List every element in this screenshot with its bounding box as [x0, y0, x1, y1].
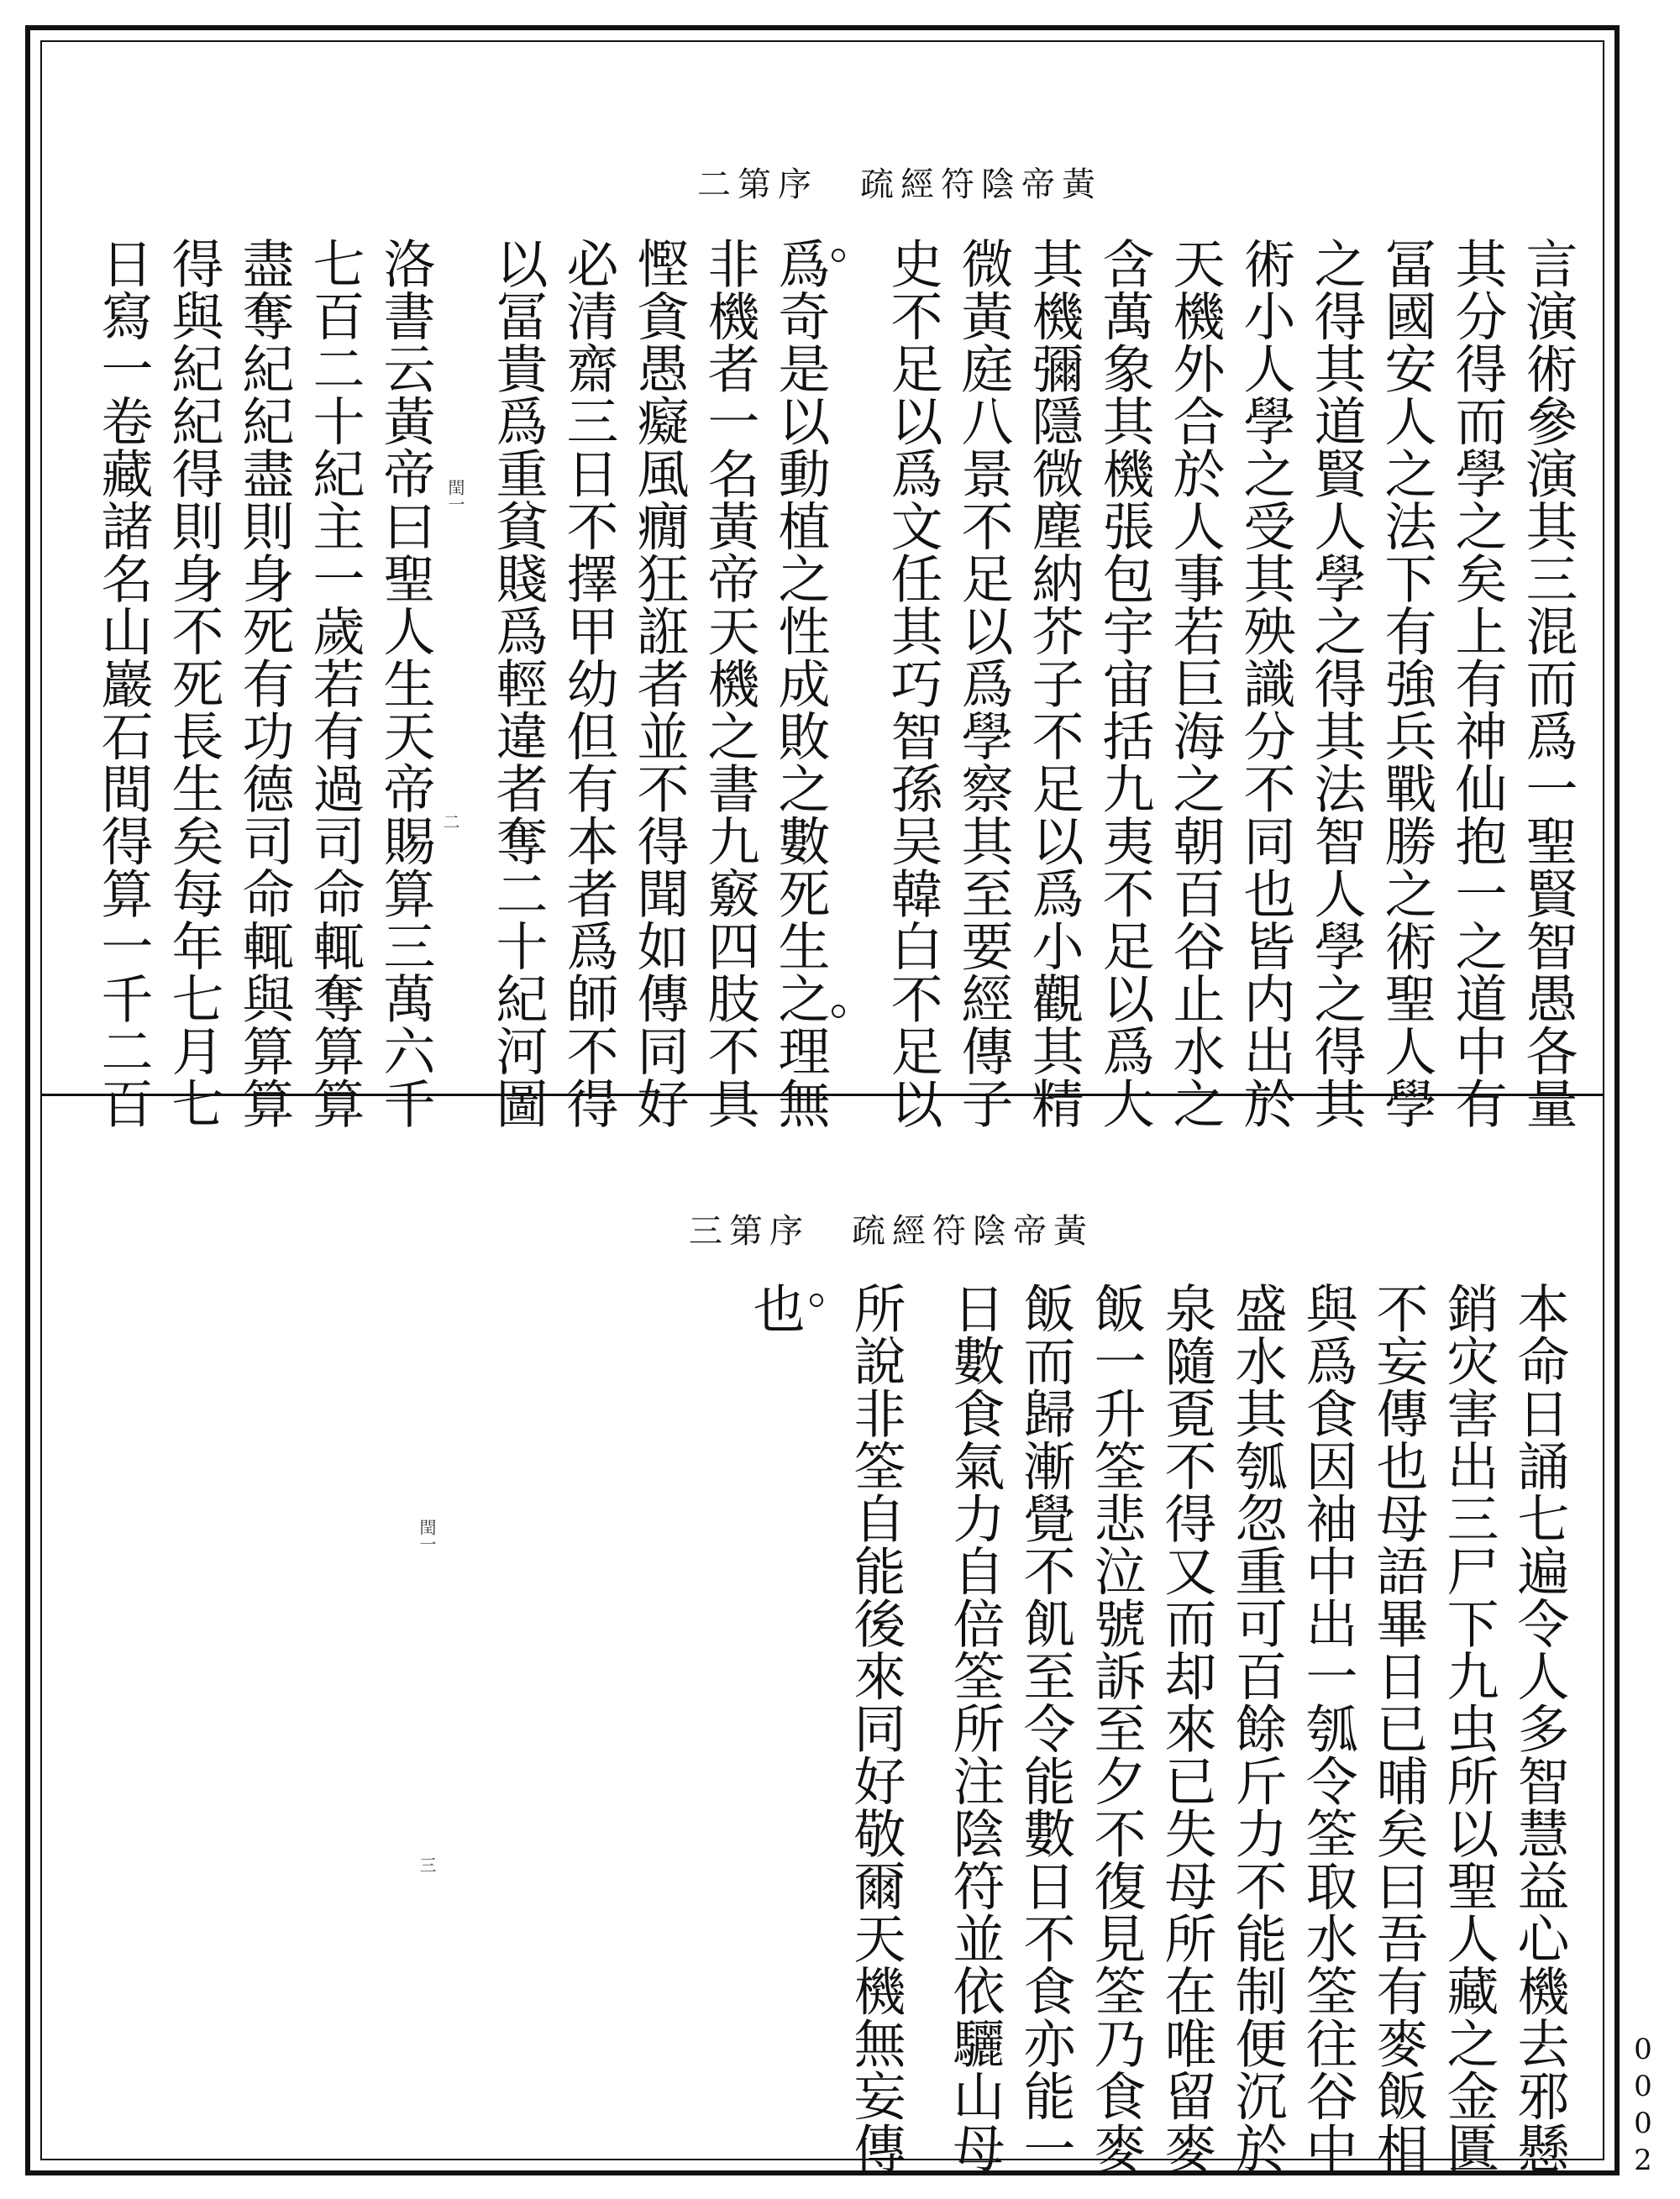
punctuation-circle	[832, 249, 845, 262]
top-column-18: 盡奪紀紀盡則身死有功德司命輒與算算	[234, 237, 295, 1130]
top-column-9: 微黃庭八景不足以爲學察其至要經傳子	[953, 237, 1014, 1130]
bottom-column-3: 不妄傳也母語畢日已晡矣曰吾有麥飯相	[1368, 1282, 1429, 2175]
top-column-1: 言演術參演其三混而爲一聖賢智愚各量	[1517, 237, 1578, 1130]
top-column-5: 術小人學之受其殃識分不同也皆内出於	[1235, 237, 1296, 1130]
bottom-column-11: 也	[744, 1282, 806, 1335]
top-column-16: 洛書云黃帝曰聖人生天帝賜算三萬六千	[375, 237, 436, 1130]
bottom-header-section: 三第序	[689, 1212, 810, 1251]
top-column-8: 其機彌隱微塵納芥子不足以爲小觀其精	[1023, 237, 1084, 1130]
bottom-column-1: 本命日誦七遍令人多智慧益心機去邪懸	[1509, 1282, 1570, 2175]
top-column-2: 其分得而學之矣上有神仙抱一之道中有	[1446, 237, 1508, 1130]
bottom-column-2: 銷灾害出三尸下九虫所以聖人藏之金匱	[1438, 1282, 1499, 2175]
top-column-17: 七百二十紀主一歲若有過司命輒奪算算	[304, 237, 365, 1130]
top-column-15: 以冨貴爲重貧賤爲輕違者奪二十紀河圖	[487, 237, 549, 1130]
top-column-7: 含萬象其機張包宇宙括九夷不足以爲大	[1094, 237, 1155, 1130]
top-column-19: 得與紀紀得則身不死長生矣每年七月七	[163, 237, 224, 1130]
bottom-page-header	[689, 1204, 1094, 1252]
top-header-title: 疏經符陰帝黃	[860, 165, 1102, 204]
bottom-column-7: 飯一升筌悲泣號訴至夕不復見筌乃食麥	[1085, 1282, 1147, 2175]
top-column-20: 日寫一卷藏諸名山巖石間得算一千二百	[92, 237, 154, 1130]
punctuation-circle	[810, 1294, 823, 1307]
top-column-6: 天機外合於人事若巨海之朝百谷止水之	[1164, 237, 1226, 1130]
top-column-3: 冨國安人之法下有強兵戰勝之術聖人學	[1376, 237, 1437, 1130]
bottom-header-title: 疏經符陰帝黃	[852, 1212, 1094, 1251]
top-page-header	[697, 158, 1102, 206]
bottom-column-6: 泉隨覔不得又而却來已失母所在唯留麥	[1156, 1282, 1217, 2175]
top-column-4: 之得其道賢人學之得其法智人學之得其	[1305, 237, 1367, 1130]
top-column-14: 必清齋三日不擇甲幼但有本者爲師不得	[558, 237, 619, 1130]
top-header-section: 二第序	[697, 165, 818, 204]
page-number: 0002	[1626, 2033, 1660, 2181]
bottom-column-9: 日數食氣力自倍筌所注陰符並依驪山母	[944, 1282, 1005, 2175]
bottom-column-4: 與爲食因袖中出一瓠令筌取水筌往谷中	[1297, 1282, 1358, 2175]
bottom-margin-mark-2: 三	[417, 1856, 437, 1873]
bottom-margin-mark-1: 閏一	[417, 1519, 437, 1552]
top-column-10: 史不足以爲文任其巧智孫吴韓白不足以	[882, 237, 943, 1130]
top-margin-mark-1: 閏一	[445, 479, 465, 512]
top-column-11: 爲奇是以動植之性成敗之數死生之理無	[769, 237, 831, 1130]
bottom-column-8: 飯而歸漸覺不飢至令能數日不食亦能一	[1015, 1282, 1076, 2175]
punctuation-circle	[832, 1005, 845, 1018]
bottom-column-5: 盛水其瓠忽重可百餘斤力不能制便沉於	[1226, 1282, 1288, 2175]
top-margin-mark-2: 二	[440, 813, 460, 830]
top-column-12: 非機者一名黃帝天機之書九竅四肢不具	[699, 237, 760, 1130]
top-column-13: 慳貪愚癡風癇狂誑者並不得聞如傳同好	[628, 237, 690, 1130]
bottom-column-10: 所說非筌自能後來同好敬爾天機無妄傳	[845, 1282, 906, 2175]
